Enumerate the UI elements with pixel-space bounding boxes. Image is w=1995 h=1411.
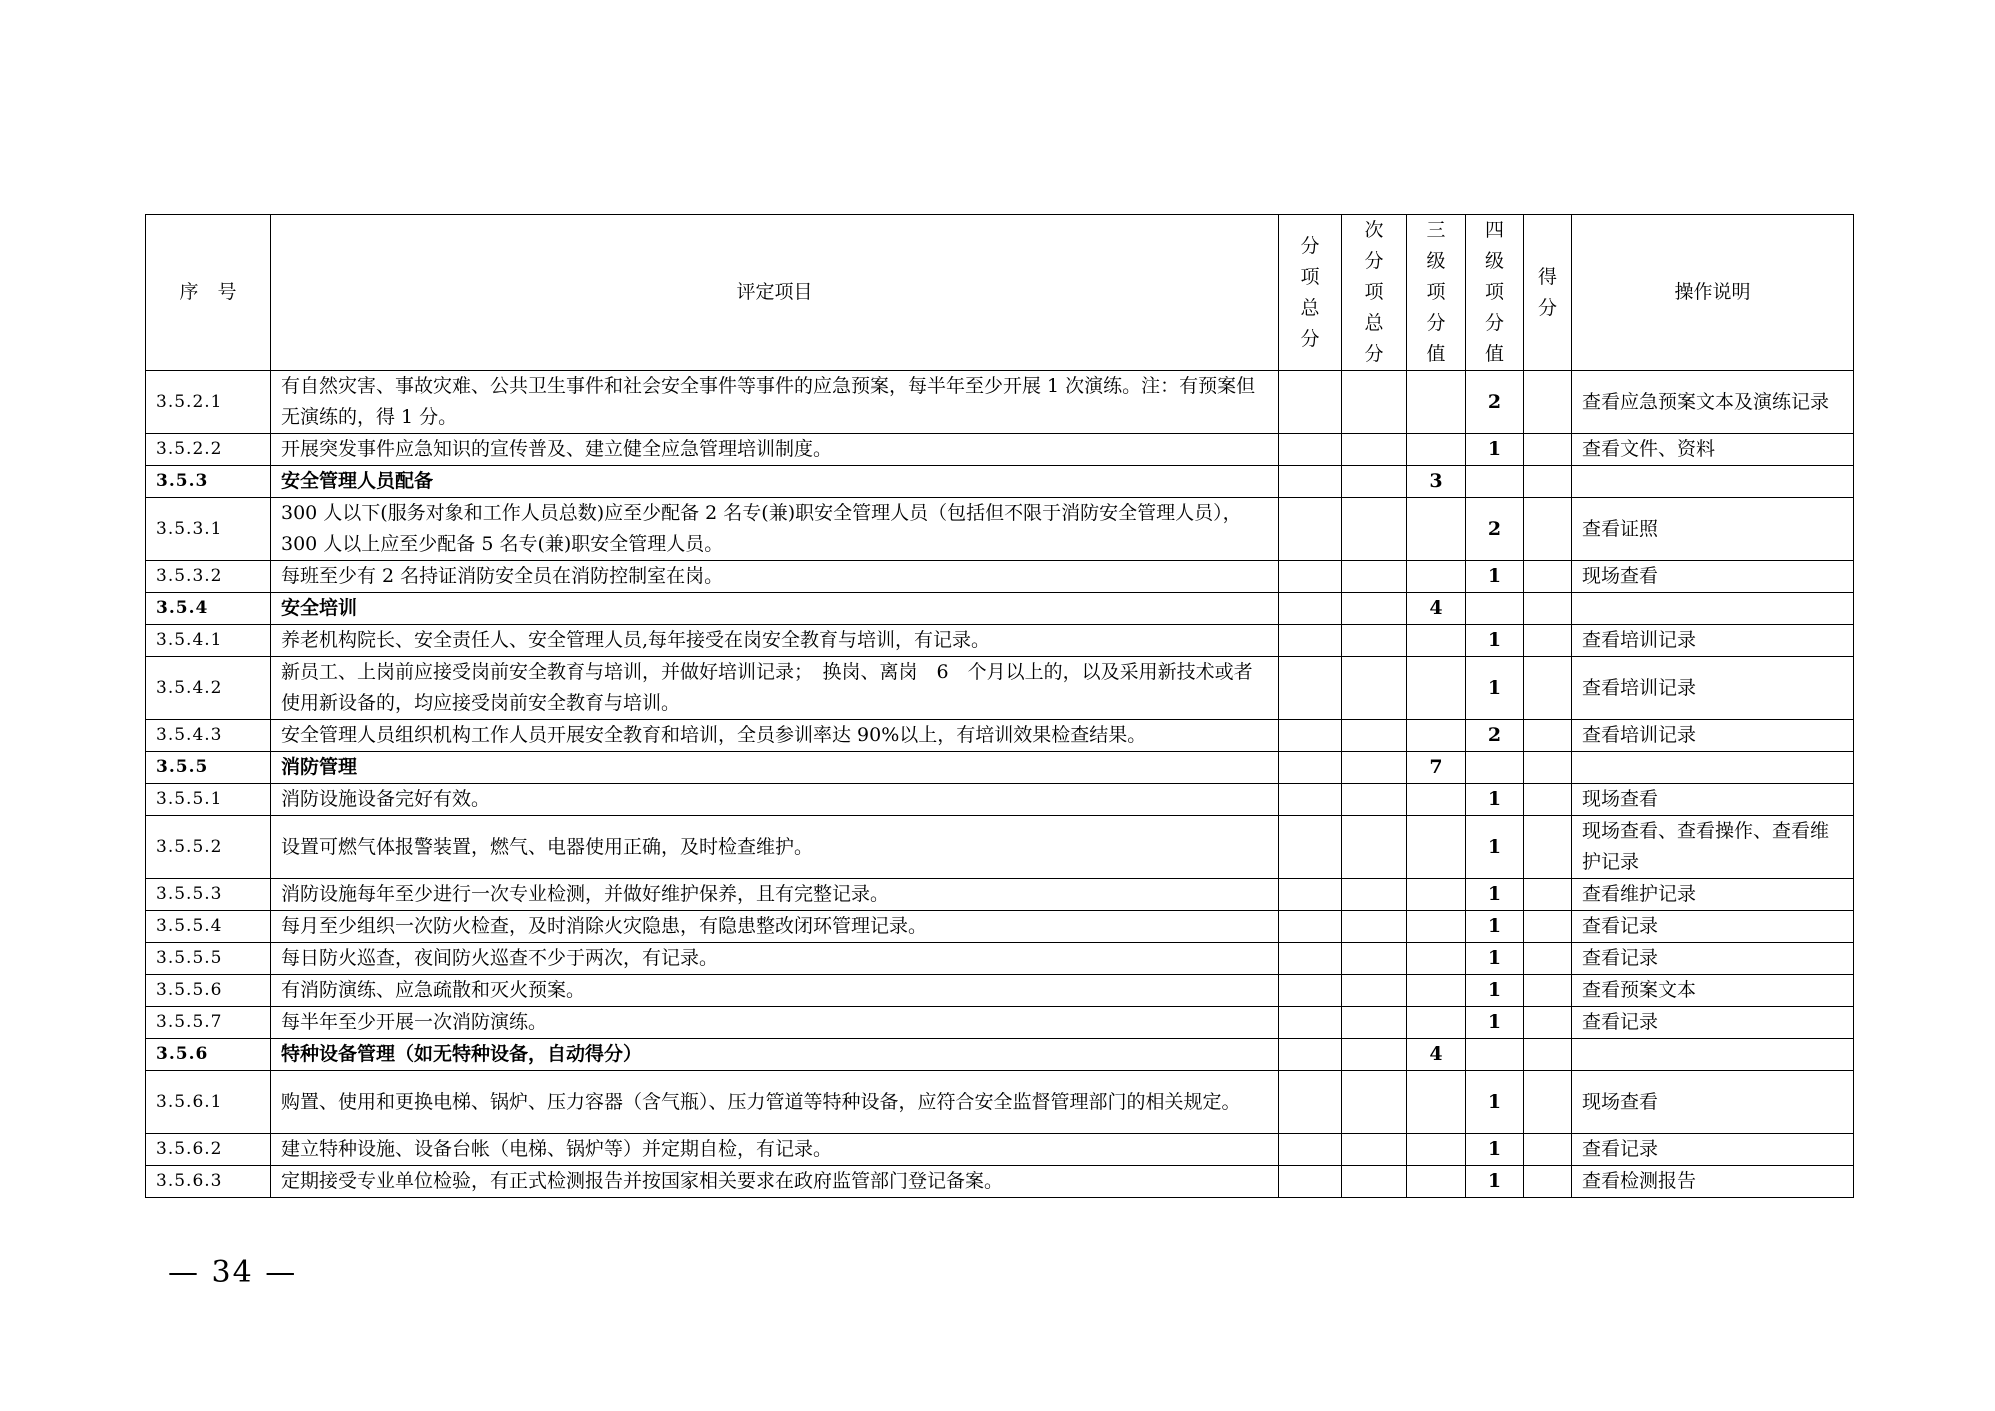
row-level4-score: 1	[1466, 975, 1524, 1007]
row-code: 3.5.4.2	[146, 657, 271, 720]
header-item: 评定项目	[271, 215, 1279, 371]
row-item: 消防设施每年至少进行一次专业检测，并做好维护保养，且有完整记录。	[271, 879, 1279, 911]
table-row	[146, 657, 1854, 720]
row-subtotal	[1279, 371, 1342, 434]
row-level3-score	[1407, 784, 1466, 816]
row-level4-score	[1466, 752, 1524, 784]
row-note: 查看文件、资料	[1572, 434, 1854, 466]
row-level4-score: 1	[1466, 784, 1524, 816]
row-note: 现场查看、查看操作、查看维护记录	[1572, 816, 1854, 879]
row-code: 3.5.6.1	[146, 1071, 271, 1134]
row-item: 安全管理人员配备	[271, 466, 1279, 498]
row-sub-subtotal	[1342, 498, 1407, 561]
row-note	[1572, 1039, 1854, 1071]
row-code: 3.5.5.5	[146, 943, 271, 975]
table-row	[146, 498, 1854, 561]
row-item: 定期接受专业单位检验，有正式检测报告并按国家相关要求在政府监管部门登记备案。	[271, 1166, 1279, 1198]
row-code: 3.5.3	[146, 466, 271, 498]
row-item: 安全管理人员组织机构工作人员开展安全教育和培训，全员参训率达 90%以上，有培训效果检查结果。	[271, 720, 1279, 752]
row-level3-score	[1407, 625, 1466, 657]
table-row	[146, 625, 1854, 657]
row-score	[1524, 625, 1572, 657]
row-code: 3.5.4.3	[146, 720, 271, 752]
row-score	[1524, 1166, 1572, 1198]
row-level4-score: 1	[1466, 625, 1524, 657]
row-item: 养老机构院长、安全责任人、安全管理人员,每年接受在岗安全教育与培训，有记录。	[271, 625, 1279, 657]
row-code: 3.5.6.3	[146, 1166, 271, 1198]
row-level3-score	[1407, 911, 1466, 943]
row-sub-subtotal	[1342, 561, 1407, 593]
row-item: 特种设备管理（如无特种设备，自动得分）	[271, 1039, 1279, 1071]
row-score	[1524, 561, 1572, 593]
row-score	[1524, 657, 1572, 720]
row-level4-score	[1466, 466, 1524, 498]
row-note: 查看记录	[1572, 1134, 1854, 1166]
row-code: 3.5.5.7	[146, 1007, 271, 1039]
row-code: 3.5.5.1	[146, 784, 271, 816]
row-score	[1524, 1007, 1572, 1039]
row-score	[1524, 975, 1572, 1007]
row-level3-score	[1407, 943, 1466, 975]
row-level3-score	[1407, 975, 1466, 1007]
row-score	[1524, 879, 1572, 911]
row-subtotal	[1279, 1007, 1342, 1039]
row-subtotal	[1279, 1166, 1342, 1198]
row-sub-subtotal	[1342, 657, 1407, 720]
row-score	[1524, 720, 1572, 752]
row-note	[1572, 466, 1854, 498]
header-sub-subtotal: 次 分 项 总 分	[1342, 215, 1407, 371]
row-item: 每月至少组织一次防火检查，及时消除火灾隐患，有隐患整改闭环管理记录。	[271, 911, 1279, 943]
row-subtotal	[1279, 1071, 1342, 1134]
row-note: 查看预案文本	[1572, 975, 1854, 1007]
row-code: 3.5.5.6	[146, 975, 271, 1007]
row-note: 查看应急预案文本及演练记录	[1572, 371, 1854, 434]
row-note: 查看证照	[1572, 498, 1854, 561]
table-row	[146, 1166, 1854, 1198]
header-seq: 序 号	[146, 215, 271, 371]
row-item: 设置可燃气体报警装置，燃气、电器使用正确，及时检查维护。	[271, 816, 1279, 879]
row-sub-subtotal	[1342, 434, 1407, 466]
row-score	[1524, 371, 1572, 434]
row-code: 3.5.3.1	[146, 498, 271, 561]
row-level4-score: 1	[1466, 879, 1524, 911]
row-sub-subtotal	[1342, 1039, 1407, 1071]
row-subtotal	[1279, 466, 1342, 498]
row-code: 3.5.5.2	[146, 816, 271, 879]
table-row	[146, 816, 1854, 879]
row-item: 消防管理	[271, 752, 1279, 784]
row-sub-subtotal	[1342, 911, 1407, 943]
row-sub-subtotal	[1342, 1166, 1407, 1198]
table-row	[146, 1071, 1854, 1134]
table-row	[146, 943, 1854, 975]
row-subtotal	[1279, 1039, 1342, 1071]
row-level3-score	[1407, 434, 1466, 466]
row-level3-score: 7	[1407, 752, 1466, 784]
row-level3-score	[1407, 498, 1466, 561]
row-note: 查看维护记录	[1572, 879, 1854, 911]
row-subtotal	[1279, 561, 1342, 593]
row-note: 现场查看	[1572, 1071, 1854, 1134]
row-score	[1524, 466, 1572, 498]
table-row	[146, 720, 1854, 752]
row-level4-score: 1	[1466, 816, 1524, 879]
row-subtotal	[1279, 975, 1342, 1007]
row-level4-score: 1	[1466, 1166, 1524, 1198]
row-subtotal	[1279, 657, 1342, 720]
row-item: 消防设施设备完好有效。	[271, 784, 1279, 816]
row-item: 购置、使用和更换电梯、锅炉、压力容器（含气瓶）、压力管道等特种设备，应符合安全监督管理部门的相关规定。	[271, 1071, 1279, 1134]
row-sub-subtotal	[1342, 625, 1407, 657]
table-row	[146, 1007, 1854, 1039]
evaluation-table	[145, 214, 1854, 1198]
row-code: 3.5.6.2	[146, 1134, 271, 1166]
row-item: 每半年至少开展一次消防演练。	[271, 1007, 1279, 1039]
row-level4-score: 2	[1466, 371, 1524, 434]
row-code: 3.5.5.4	[146, 911, 271, 943]
row-code: 3.5.2.2	[146, 434, 271, 466]
page-number: — 34 —	[168, 1255, 298, 1290]
row-level3-score	[1407, 1134, 1466, 1166]
row-level4-score: 1	[1466, 1071, 1524, 1134]
row-sub-subtotal	[1342, 593, 1407, 625]
row-level4-score: 1	[1466, 1007, 1524, 1039]
row-level3-score	[1407, 816, 1466, 879]
row-level4-score: 2	[1466, 498, 1524, 561]
row-code: 3.5.4.1	[146, 625, 271, 657]
row-note: 查看培训记录	[1572, 657, 1854, 720]
row-item: 新员工、上岗前应接受岗前安全教育与培训，并做好培训记录； 换岗、离岗 6 个月以上的，以及采用新技术或者使用新设备的，均应接受岗前安全教育与培训。	[271, 657, 1279, 720]
row-sub-subtotal	[1342, 879, 1407, 911]
row-score	[1524, 1134, 1572, 1166]
row-level4-score: 1	[1466, 561, 1524, 593]
row-level4-score: 1	[1466, 1134, 1524, 1166]
row-sub-subtotal	[1342, 784, 1407, 816]
row-level4-score: 2	[1466, 720, 1524, 752]
table-row	[146, 1039, 1854, 1071]
row-sub-subtotal	[1342, 1134, 1407, 1166]
row-note: 现场查看	[1572, 784, 1854, 816]
row-item: 每日防火巡查，夜间防火巡查不少于两次，有记录。	[271, 943, 1279, 975]
row-level4-score: 1	[1466, 657, 1524, 720]
row-code: 3.5.4	[146, 593, 271, 625]
table-row	[146, 561, 1854, 593]
row-subtotal	[1279, 784, 1342, 816]
row-subtotal	[1279, 879, 1342, 911]
row-level4-score: 1	[1466, 434, 1524, 466]
row-sub-subtotal	[1342, 720, 1407, 752]
row-note	[1572, 752, 1854, 784]
table-row	[146, 434, 1854, 466]
row-code: 3.5.2.1	[146, 371, 271, 434]
header-level4-score: 四 级 项 分 值	[1466, 215, 1524, 371]
row-level3-score	[1407, 1071, 1466, 1134]
row-score	[1524, 911, 1572, 943]
row-subtotal	[1279, 752, 1342, 784]
row-sub-subtotal	[1342, 371, 1407, 434]
table-header-row	[146, 215, 1854, 371]
row-level3-score	[1407, 561, 1466, 593]
header-note: 操作说明	[1572, 215, 1854, 371]
row-sub-subtotal	[1342, 943, 1407, 975]
row-note: 查看记录	[1572, 1007, 1854, 1039]
row-level3-score: 4	[1407, 593, 1466, 625]
row-note: 查看记录	[1572, 943, 1854, 975]
row-sub-subtotal	[1342, 1071, 1407, 1134]
row-note: 查看记录	[1572, 911, 1854, 943]
row-score	[1524, 498, 1572, 561]
row-code: 3.5.5	[146, 752, 271, 784]
row-level3-score: 3	[1407, 466, 1466, 498]
row-code: 3.5.5.3	[146, 879, 271, 911]
row-subtotal	[1279, 498, 1342, 561]
row-subtotal	[1279, 593, 1342, 625]
table-row	[146, 975, 1854, 1007]
row-code: 3.5.3.2	[146, 561, 271, 593]
row-note: 查看检测报告	[1572, 1166, 1854, 1198]
row-level3-score: 4	[1407, 1039, 1466, 1071]
table-row	[146, 879, 1854, 911]
header-subtotal: 分 项 总 分	[1279, 215, 1342, 371]
row-note	[1572, 593, 1854, 625]
row-score	[1524, 752, 1572, 784]
row-level4-score	[1466, 1039, 1524, 1071]
row-subtotal	[1279, 943, 1342, 975]
table-row	[146, 1134, 1854, 1166]
row-sub-subtotal	[1342, 752, 1407, 784]
header-score: 得 分	[1524, 215, 1572, 371]
row-level3-score	[1407, 1166, 1466, 1198]
row-subtotal	[1279, 434, 1342, 466]
row-score	[1524, 943, 1572, 975]
row-level4-score: 1	[1466, 911, 1524, 943]
row-sub-subtotal	[1342, 975, 1407, 1007]
row-item: 开展突发事件应急知识的宣传普及、建立健全应急管理培训制度。	[271, 434, 1279, 466]
row-code: 3.5.6	[146, 1039, 271, 1071]
row-note: 现场查看	[1572, 561, 1854, 593]
table-body	[146, 371, 1854, 1198]
row-score	[1524, 784, 1572, 816]
row-item: 建立特种设施、设备台帐（电梯、锅炉等）并定期自检，有记录。	[271, 1134, 1279, 1166]
row-level3-score	[1407, 879, 1466, 911]
row-item: 安全培训	[271, 593, 1279, 625]
table-row	[146, 911, 1854, 943]
row-score	[1524, 1039, 1572, 1071]
row-level3-score	[1407, 657, 1466, 720]
table-row	[146, 593, 1854, 625]
row-item: 有自然灾害、事故灾难、公共卫生事件和社会安全事件等事件的应急预案，每半年至少开展 1 次演练。注：有预案但无演练的，得 1 分。	[271, 371, 1279, 434]
table-row	[146, 371, 1854, 434]
row-subtotal	[1279, 625, 1342, 657]
row-level4-score: 1	[1466, 943, 1524, 975]
row-note: 查看培训记录	[1572, 720, 1854, 752]
row-item: 有消防演练、应急疏散和灭火预案。	[271, 975, 1279, 1007]
row-note: 查看培训记录	[1572, 625, 1854, 657]
header-level3-score: 三 级 项 分 值	[1407, 215, 1466, 371]
row-level4-score	[1466, 593, 1524, 625]
row-subtotal	[1279, 1134, 1342, 1166]
row-sub-subtotal	[1342, 816, 1407, 879]
row-subtotal	[1279, 816, 1342, 879]
row-level3-score	[1407, 720, 1466, 752]
row-subtotal	[1279, 720, 1342, 752]
row-score	[1524, 593, 1572, 625]
row-score	[1524, 434, 1572, 466]
row-item: 300 人以下(服务对象和工作人员总数)应至少配备 2 名专(兼)职安全管理人员（包括但不限于消防安全管理人员），300 人以上应至少配备 5 名专(兼)职安全管理人员。	[271, 498, 1279, 561]
table-row	[146, 752, 1854, 784]
row-level3-score	[1407, 1007, 1466, 1039]
row-score	[1524, 816, 1572, 879]
table-row	[146, 466, 1854, 498]
row-sub-subtotal	[1342, 1007, 1407, 1039]
row-sub-subtotal	[1342, 466, 1407, 498]
row-subtotal	[1279, 911, 1342, 943]
row-score	[1524, 1071, 1572, 1134]
row-item: 每班至少有 2 名持证消防安全员在消防控制室在岗。	[271, 561, 1279, 593]
row-level3-score	[1407, 371, 1466, 434]
table-row	[146, 784, 1854, 816]
